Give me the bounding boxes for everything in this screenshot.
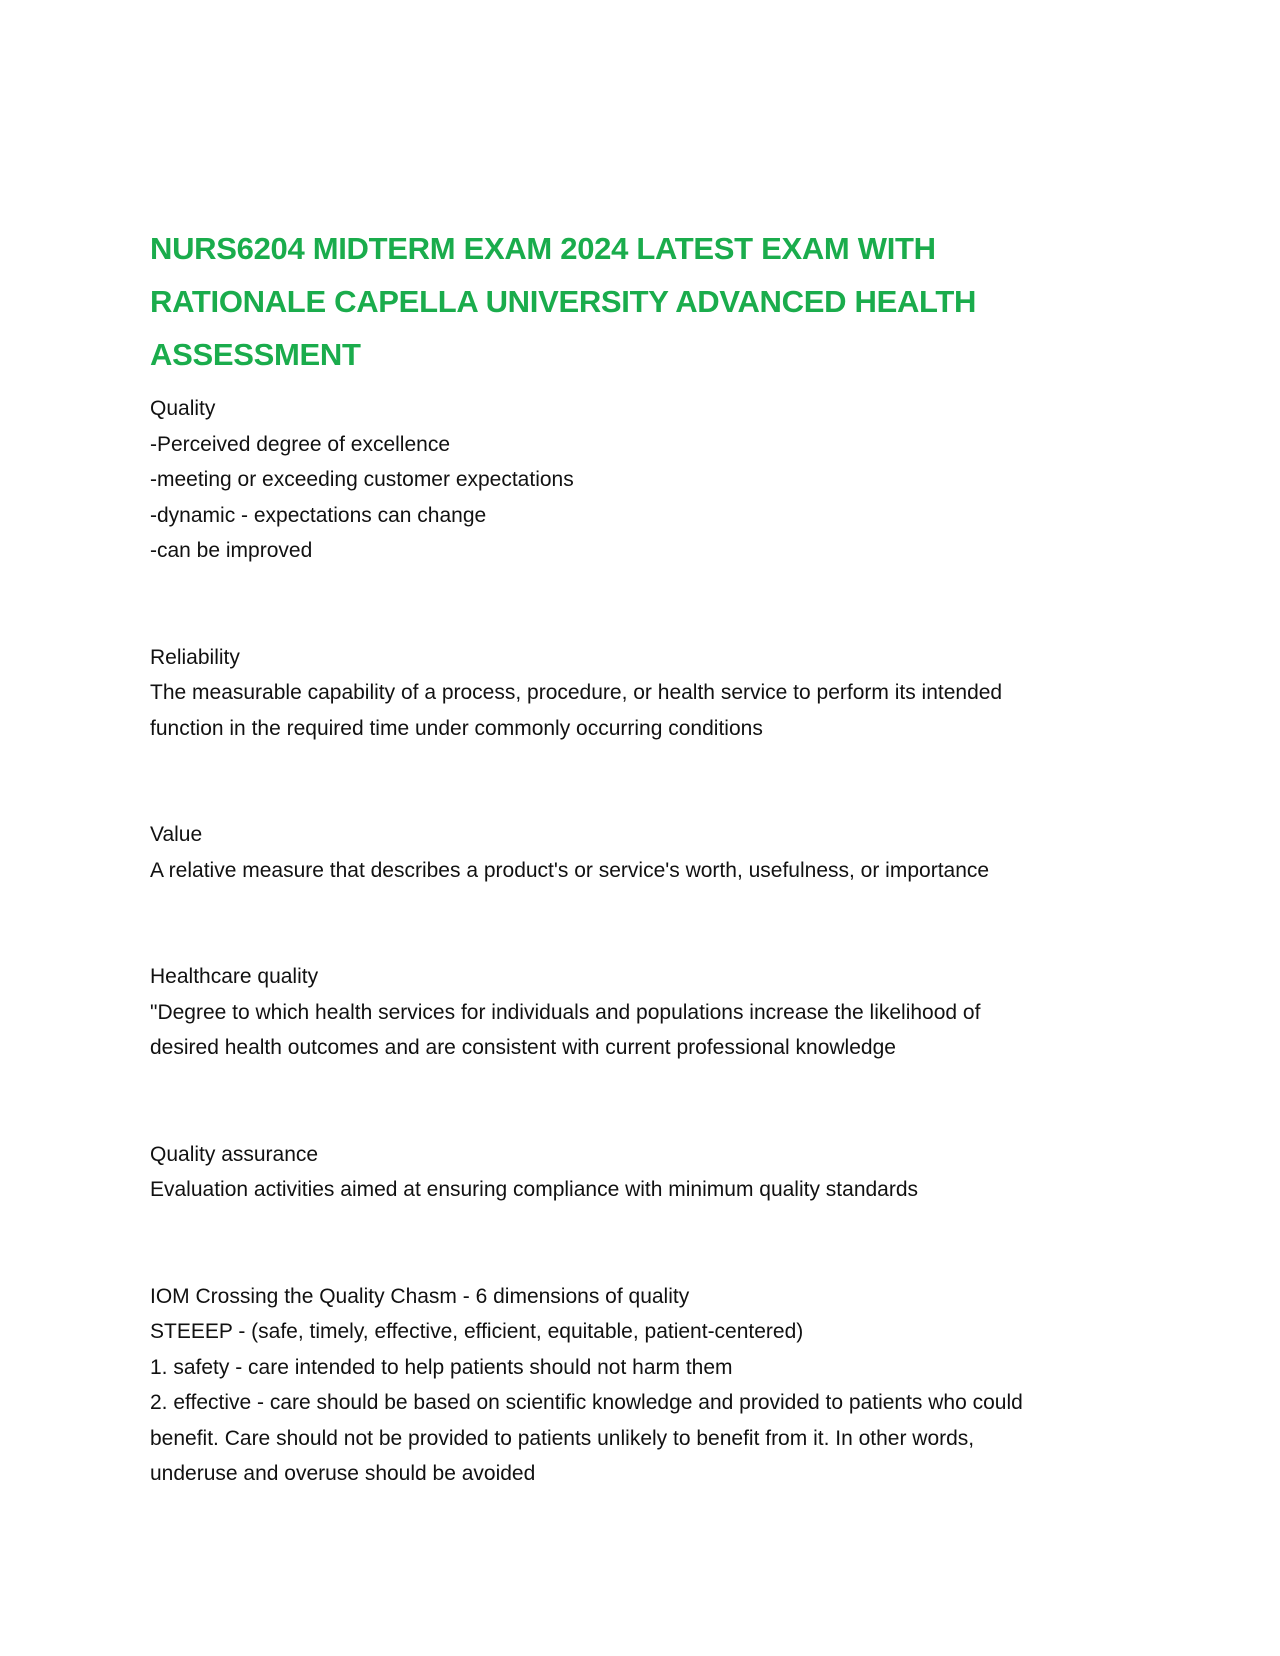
title-line: ASSESSMENT [150,337,361,372]
section-line: 1. safety - care intended to help patients should not harm them [150,1355,733,1379]
title-line: RATIONALE CAPELLA UNIVERSITY ADVANCED HEALTH [150,284,977,319]
section-line: -Perceived degree of excellence [150,432,451,456]
section-line: function in the required time under commonly occurring conditions [150,716,763,740]
section-line: underuse and overuse should be avoided [150,1462,536,1485]
section-line: "Degree to which health services for individuals and populations increase the likelihood of [150,1000,981,1024]
section-quality-assurance [150,1137,1130,1208]
section-term: Value [150,823,203,846]
title-line: NURS6204 MIDTERM EXAM 2024 LATEST EXAM WITH [150,231,936,266]
section-line: The measurable capability of a process, procedure, or health service to perform its intended [150,681,1003,704]
section-reliability [150,640,1130,747]
section-iom-dimensions [150,1279,1130,1492]
section-term: IOM Crossing the Quality Chasm - 6 dimensions of quality [150,1284,690,1308]
document-title [150,222,1130,381]
section-line: STEEEP - (safe, timely, effective, efficient, equitable, patient-centered) [150,1320,804,1343]
section-term: Healthcare quality [150,965,319,988]
section-healthcare-quality [150,959,1130,1066]
section-quality [150,391,1130,569]
section-line: A relative measure that describes a product's or service's worth, usefulness, or importance [150,858,990,882]
section-gap [150,1208,1130,1279]
section-gap [150,888,1130,959]
section-gap [150,1066,1130,1137]
section-value [150,817,1130,888]
document-content [150,222,1130,1492]
section-gap [150,569,1130,640]
section-term: Reliability [150,645,240,669]
section-term: Quality [150,397,216,420]
section-line: -meeting or exceeding customer expectations [150,468,574,491]
section-line: -dynamic - expectations can change [150,503,487,527]
section-line: -can be improved [150,539,313,562]
section-gap [150,746,1130,817]
section-line: Evaluation activities aimed at ensuring compliance with minimum quality standards [150,1178,919,1201]
section-line: benefit. Care should not be provided to patients unlikely to benefit from it. In other words, [150,1426,975,1450]
section-line: desired health outcomes and are consistent with current professional knowledge [150,1036,896,1059]
section-term: Quality assurance [150,1142,319,1166]
section-line: 2. effective - care should be based on scientific knowledge and provided to patients who could [150,1391,1023,1414]
